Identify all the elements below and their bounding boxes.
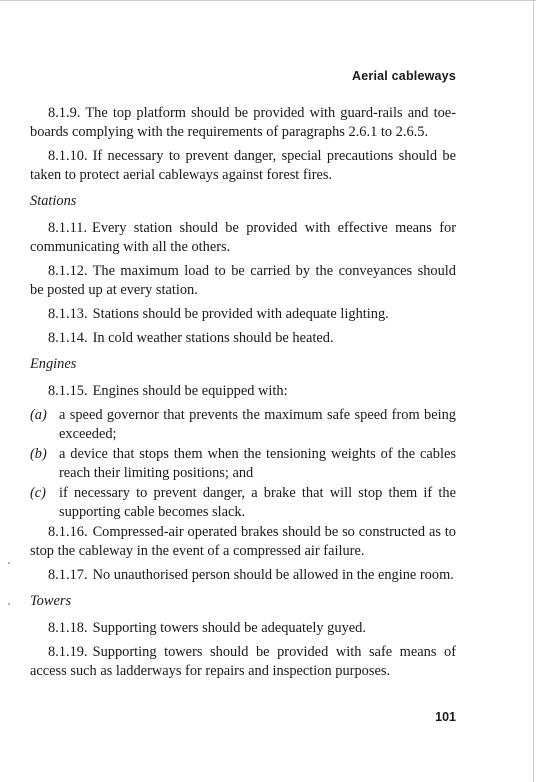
paragraph-number: 8.1.11.: [48, 220, 88, 236]
paragraph-number: 8.1.16.: [48, 524, 88, 540]
paragraph: [30, 329, 456, 348]
paragraph: [30, 147, 456, 185]
paragraph: [30, 104, 456, 142]
paragraph: [30, 619, 456, 638]
paragraph-number: 8.1.14.: [48, 330, 88, 346]
paragraph-text: The top platform should be provided with guard-rails and toe-boards complying with the requirements of paragraphs 2.6.1 to 2.6.5.: [30, 105, 456, 140]
paragraph: [30, 643, 456, 681]
list-item-text: a device that stops them when the tensioning weights of the cables reach their limiting positions; and: [59, 446, 456, 481]
section-heading: Engines: [30, 356, 77, 372]
paragraph-text: In cold weather stations should be heated.: [92, 330, 334, 346]
body-text: [30, 104, 456, 686]
paragraph-number: 8.1.10.: [48, 148, 88, 164]
paragraph-text: Supporting towers should be adequately guyed.: [92, 620, 366, 636]
section-heading: Stations: [30, 193, 77, 209]
paragraph-text: Supporting towers should be provided with safe means of access such as ladderways for repairs and inspection purposes.: [30, 644, 456, 679]
list-item-label: (b): [30, 446, 47, 462]
list-item-text: a speed governor that prevents the maximum safe speed from being exceeded;: [59, 407, 456, 442]
paragraph-text: No unauthorised person should be allowed in the engine room.: [92, 567, 454, 583]
paragraph-text: The maximum load to be carried by the conveyances should be posted up at every station.: [30, 263, 456, 298]
paragraph: [30, 566, 456, 585]
paragraph: [30, 523, 456, 561]
paragraph-text: Stations should be provided with adequate lighting.: [92, 306, 389, 322]
paragraph: [30, 382, 456, 401]
paragraph: [30, 305, 456, 324]
list-item-label: (a): [30, 407, 47, 423]
page-number: 101: [435, 710, 456, 724]
page-right-edge: [533, 0, 534, 782]
list-item-label: (c): [30, 485, 46, 501]
page-top-edge: [0, 0, 536, 1]
list-item: [30, 484, 456, 522]
list-item: [30, 406, 456, 444]
scan-speck: [8, 562, 10, 564]
paragraph-number: 8.1.9.: [48, 105, 81, 121]
paragraph: [30, 219, 456, 257]
paragraph-number: 8.1.12.: [48, 263, 88, 279]
running-header: Aerial cableways: [352, 69, 456, 83]
paragraph-number: 8.1.17.: [48, 567, 88, 583]
scan-speck: [8, 603, 10, 605]
section-heading: Towers: [30, 593, 72, 609]
paragraph-text: If necessary to prevent danger, special precautions should be taken to protect aerial cableways against forest fires.: [30, 148, 456, 183]
paragraph-number: 8.1.18.: [48, 620, 88, 636]
list-item: [30, 445, 456, 483]
paragraph-number: 8.1.13.: [48, 306, 88, 322]
paragraph-number: 8.1.19.: [48, 644, 88, 660]
paragraph-text: Every station should be provided with effective means for communicating with all the others.: [30, 220, 456, 255]
paragraph-text: Engines should be equipped with:: [92, 383, 288, 399]
paragraph-text: Compressed-air operated brakes should be so constructed as to stop the cableway in the event of a compressed air failure.: [30, 524, 456, 559]
list-item-text: if necessary to prevent danger, a brake that will stop them if the supporting cable becomes slack.: [59, 485, 456, 520]
paragraph-number: 8.1.15.: [48, 383, 88, 399]
paragraph: [30, 262, 456, 300]
